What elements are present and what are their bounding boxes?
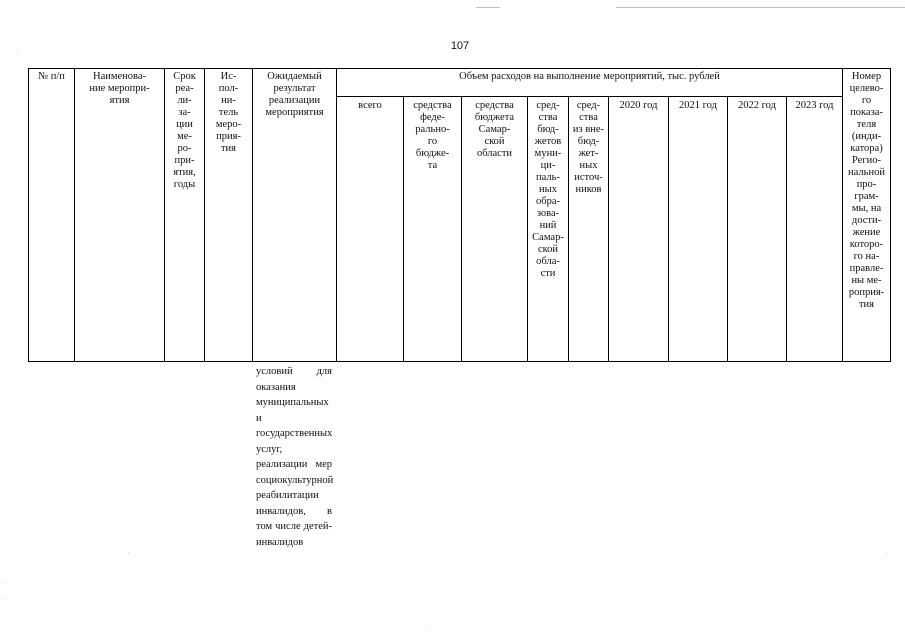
subheader-municipal: сред- ства бюд- жетов муни- ци- паль- ных обра- зова- ний Самар- ской обла- сти [532, 100, 564, 279]
subheader-2020: 2020 год [619, 100, 658, 111]
scan-speck [2, 582, 3, 583]
header-expected-result: Ожидаемый результат реализации мероприятия [265, 71, 324, 118]
scan-speck [2, 598, 3, 599]
subheader-total: всего [358, 100, 382, 111]
scan-top-rule-right [616, 7, 905, 8]
header-indicator: Номер целево- го показа- теля (инди- катора) Регио- нальной про- грам- мы, на дости- жение которо- го на- правле- ны ме- роприя- тия [848, 71, 885, 310]
expenses-subheader-border [336, 96, 842, 97]
subheader-extrabudget: сред- ства из вне- бюд- жет- ных источ- ников [572, 100, 605, 195]
col-border-5 [336, 68, 337, 362]
col-border-15 [890, 68, 891, 362]
subheader-regional: средства бюджета Самар- ской области [474, 100, 515, 159]
header-event-name: Наименова- ние меропри- ятия [89, 71, 150, 106]
col-border-13 [786, 96, 787, 362]
scan-speck [17, 53, 18, 54]
header-term: Срок реа- ли- за- ции ме- ро- при- ятия, годы [173, 71, 196, 190]
scan-speck [426, 628, 427, 629]
col-border-10 [608, 96, 609, 362]
table-top-border [28, 68, 890, 69]
col-border-0 [28, 68, 29, 362]
header-executor: Ис- пол- ни- тель меро- прия- тия [215, 71, 242, 154]
subheader-2023: 2023 год [795, 100, 834, 111]
col-border-11 [668, 96, 669, 362]
scan-speck [886, 553, 887, 554]
continued-result-text: условий для оказания муниципальных и государственных услуг, реализации мер социокультурной реабилитации инвалидов, в том числе детей-инвалидов [256, 366, 334, 548]
subheader-federal: средства феде- рально- го бюдже- та [413, 100, 452, 171]
table-bottom-border [28, 361, 890, 362]
scan-speck [128, 552, 129, 553]
col-border-12 [727, 96, 728, 362]
header-num: № п/п [38, 71, 65, 82]
page-number: 107 [450, 40, 470, 52]
subheader-2022: 2022 год [738, 100, 776, 111]
header-expenses-group: Объем расходов на выполнение мероприятий, тыс. рублей [459, 71, 720, 82]
col-border-1 [74, 68, 75, 362]
scan-top-rule-left [476, 7, 500, 8]
subheader-2021: 2021 год [679, 100, 717, 111]
